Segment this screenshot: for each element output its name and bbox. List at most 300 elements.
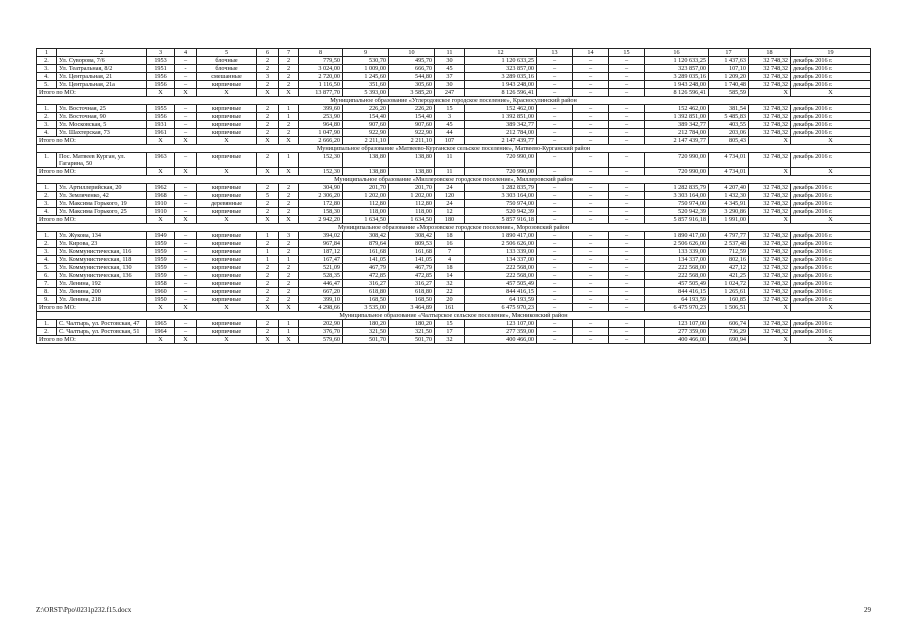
subtotal-cell: 400 466,00 bbox=[465, 336, 537, 344]
table-cell: – bbox=[573, 320, 609, 328]
table-row bbox=[37, 105, 871, 113]
address-cell: Ул. Кирова, 23 bbox=[57, 240, 147, 248]
table-cell: 222 568,00 bbox=[645, 264, 709, 272]
address-cell: Ул. Центральная, 21 bbox=[57, 73, 147, 81]
table-cell: 750 974,00 bbox=[465, 200, 537, 208]
table-cell: 134 337,00 bbox=[645, 256, 709, 264]
table-cell: – bbox=[609, 73, 645, 81]
table-cell: декабрь 2016 г. bbox=[791, 288, 871, 296]
table-cell: – bbox=[537, 328, 573, 336]
table-cell: декабрь 2016 г. bbox=[791, 208, 871, 216]
subtotal-cell: X bbox=[175, 137, 197, 145]
table-row bbox=[37, 65, 871, 73]
subtotal-cell: X bbox=[197, 304, 257, 312]
table-cell: – bbox=[175, 288, 197, 296]
table-cell: 180,20 bbox=[389, 320, 435, 328]
table-cell: 160,85 bbox=[709, 296, 749, 304]
table-cell: 118,00 bbox=[389, 208, 435, 216]
table-cell: – bbox=[573, 256, 609, 264]
table-cell: 2 306,20 bbox=[299, 192, 343, 200]
subtotal-cell: – bbox=[573, 336, 609, 344]
table-cell: 2 bbox=[257, 153, 279, 168]
subtotal-cell: X bbox=[257, 168, 279, 176]
table-cell: 1 740,48 bbox=[709, 81, 749, 89]
table-row bbox=[37, 153, 871, 168]
address-cell: Ул. Восточная, 25 bbox=[57, 105, 147, 113]
table-cell: кирпичные bbox=[197, 232, 257, 240]
table-cell: 2 bbox=[279, 57, 299, 65]
table-cell: 1 392 851,00 bbox=[645, 113, 709, 121]
subtotal-cell: X bbox=[175, 304, 197, 312]
table-cell: 1 bbox=[279, 256, 299, 264]
table-cell: декабрь 2016 г. bbox=[791, 153, 871, 168]
table-cell: 2 bbox=[257, 121, 279, 129]
subtotal-cell: 501,70 bbox=[389, 336, 435, 344]
table-cell: 3. bbox=[37, 248, 57, 256]
table-cell: 1910 bbox=[147, 208, 175, 216]
table-cell: 64 193,59 bbox=[465, 296, 537, 304]
table-cell: – bbox=[537, 121, 573, 129]
subtotal-cell: – bbox=[609, 137, 645, 145]
section-heading-row bbox=[37, 224, 871, 232]
table-cell: 316,27 bbox=[343, 280, 389, 288]
table-cell: 32 748,32 bbox=[749, 81, 791, 89]
table-cell: 1 120 633,25 bbox=[645, 57, 709, 65]
subtotal-label: Итого по МО: bbox=[37, 89, 147, 97]
subtotal-cell: X bbox=[175, 168, 197, 176]
table-cell: 2 bbox=[279, 288, 299, 296]
table-cell: декабрь 2016 г. bbox=[791, 256, 871, 264]
table-cell: 389 342,77 bbox=[645, 121, 709, 129]
table-cell: 667,20 bbox=[299, 288, 343, 296]
table-cell: 2 506 626,00 bbox=[465, 240, 537, 248]
table-cell: 141,05 bbox=[389, 256, 435, 264]
table-cell: 2 bbox=[257, 264, 279, 272]
table-cell: 17 bbox=[435, 328, 465, 336]
subtotal-cell: 107 bbox=[435, 137, 465, 145]
table-cell: кирпичные bbox=[197, 184, 257, 192]
subtotal-cell: 3 464,89 bbox=[389, 304, 435, 312]
table-cell: – bbox=[609, 121, 645, 129]
table-cell: 32 748,32 bbox=[749, 232, 791, 240]
address-cell: Ул. Московская, 5 bbox=[57, 121, 147, 129]
column-number: 14 bbox=[573, 49, 609, 57]
table-cell: 32 748,32 bbox=[749, 256, 791, 264]
table-cell: 1951 bbox=[147, 65, 175, 73]
table-cell: – bbox=[609, 65, 645, 73]
table-cell: 1 392 851,00 bbox=[465, 113, 537, 121]
table-cell: 3 bbox=[279, 232, 299, 240]
table-cell: 3 289 035,16 bbox=[645, 73, 709, 81]
table-cell: 2 bbox=[257, 328, 279, 336]
table-cell: – bbox=[609, 232, 645, 240]
table-cell: 1 bbox=[279, 113, 299, 121]
table-row bbox=[37, 320, 871, 328]
table-cell: – bbox=[573, 153, 609, 168]
subtotal-cell: X bbox=[749, 89, 791, 97]
table-cell: – bbox=[609, 200, 645, 208]
table-cell: 421,25 bbox=[709, 272, 749, 280]
address-cell: С. Чалтырь, ул. Ростовская, 47 bbox=[57, 320, 147, 328]
table-cell: – bbox=[609, 328, 645, 336]
table-cell: 844 416,15 bbox=[465, 288, 537, 296]
table-cell: 2 bbox=[257, 105, 279, 113]
table-cell: декабрь 2016 г. bbox=[791, 200, 871, 208]
table-cell: 750 974,00 bbox=[645, 200, 709, 208]
table-cell: кирпичные bbox=[197, 248, 257, 256]
table-cell: 5. bbox=[37, 81, 57, 89]
subtotal-cell: 8 126 596,41 bbox=[645, 89, 709, 97]
table-cell: – bbox=[537, 320, 573, 328]
subtotal-cell: X bbox=[279, 336, 299, 344]
table-cell: 2 720,00 bbox=[299, 73, 343, 81]
table-cell: – bbox=[175, 296, 197, 304]
subtotal-cell: X bbox=[749, 168, 791, 176]
table-cell: 1956 bbox=[147, 81, 175, 89]
page-number: 29 bbox=[864, 606, 871, 614]
table-cell: 4. bbox=[37, 73, 57, 81]
table-cell: – bbox=[609, 192, 645, 200]
table-cell: 1 bbox=[279, 320, 299, 328]
table-cell: – bbox=[609, 264, 645, 272]
subtotal-cell: – bbox=[609, 89, 645, 97]
table-cell: 18 bbox=[435, 264, 465, 272]
table-cell: 3 bbox=[435, 113, 465, 121]
address-cell: С. Чалтырь, ул. Ростовская, 51 bbox=[57, 328, 147, 336]
table-cell: 123 107,00 bbox=[465, 320, 537, 328]
subtotal-cell: X bbox=[257, 336, 279, 344]
table-cell: 138,80 bbox=[389, 153, 435, 168]
address-cell: Ул. Ленина, 200 bbox=[57, 288, 147, 296]
table-cell: 1 943 248,00 bbox=[465, 81, 537, 89]
table-cell: 472,85 bbox=[389, 272, 435, 280]
table-cell: 32 748,32 bbox=[749, 328, 791, 336]
table-cell: 351,60 bbox=[343, 81, 389, 89]
table-cell: 844 416,15 bbox=[645, 288, 709, 296]
table-cell: – bbox=[573, 296, 609, 304]
subtotal-cell: – bbox=[537, 89, 573, 97]
table-cell: 253,90 bbox=[299, 113, 343, 121]
table-cell: 1 432,30 bbox=[709, 192, 749, 200]
table-cell: – bbox=[573, 240, 609, 248]
table-cell: 18 bbox=[435, 232, 465, 240]
table-cell: кирпичные bbox=[197, 328, 257, 336]
table-cell: 1931 bbox=[147, 121, 175, 129]
subtotal-cell: X bbox=[197, 168, 257, 176]
column-number: 4 bbox=[175, 49, 197, 57]
table-cell: 22 bbox=[435, 288, 465, 296]
column-number: 11 bbox=[435, 49, 465, 57]
subtotal-cell: X bbox=[257, 137, 279, 145]
table-cell: 1963 bbox=[147, 153, 175, 168]
table-cell: декабрь 2016 г. bbox=[791, 272, 871, 280]
address-cell: Ул. Коммунистическая, 118 bbox=[57, 256, 147, 264]
table-cell: – bbox=[175, 184, 197, 192]
table-cell: 922,90 bbox=[343, 129, 389, 137]
table-cell: 212 784,00 bbox=[645, 129, 709, 137]
table-cell: 376,70 bbox=[299, 328, 343, 336]
table-cell: 446,47 bbox=[299, 280, 343, 288]
table-row bbox=[37, 328, 871, 336]
section-heading-row bbox=[37, 176, 871, 184]
subtotal-cell: 4 734,01 bbox=[709, 168, 749, 176]
table-cell: 4 bbox=[435, 256, 465, 264]
table-cell: 394,02 bbox=[299, 232, 343, 240]
address-cell: Ул. Коммунистическая, 116 bbox=[57, 248, 147, 256]
subtotal-cell: X bbox=[257, 304, 279, 312]
table-cell: 32 748,32 bbox=[749, 73, 791, 81]
table-cell: 3 290,86 bbox=[709, 208, 749, 216]
table-cell: кирпичные bbox=[197, 208, 257, 216]
table-cell: 203,06 bbox=[709, 129, 749, 137]
table-cell: 32 748,32 bbox=[749, 200, 791, 208]
subtotal-cell: 6 475 970,23 bbox=[645, 304, 709, 312]
subtotal-row bbox=[37, 216, 871, 224]
table-cell: – bbox=[573, 113, 609, 121]
subtotal-cell: 1 634,50 bbox=[389, 216, 435, 224]
subtotal-cell: X bbox=[197, 336, 257, 344]
subtotal-cell: – bbox=[537, 168, 573, 176]
table-cell: 323 857,00 bbox=[465, 65, 537, 73]
table-cell: декабрь 2016 г. bbox=[791, 113, 871, 121]
table-cell: 736,29 bbox=[709, 328, 749, 336]
subtotal-cell: – bbox=[573, 304, 609, 312]
table-cell: – bbox=[537, 272, 573, 280]
address-cell: Ул. Коммунистическая, 130 bbox=[57, 264, 147, 272]
table-row bbox=[37, 280, 871, 288]
table-cell: 1959 bbox=[147, 264, 175, 272]
subtotal-cell: – bbox=[609, 304, 645, 312]
subtotal-cell: X bbox=[147, 304, 175, 312]
address-cell: Ул. Шахтерская, 73 bbox=[57, 129, 147, 137]
table-cell: 277 359,00 bbox=[645, 328, 709, 336]
table-cell: 399,60 bbox=[299, 105, 343, 113]
table-cell: 1962 bbox=[147, 184, 175, 192]
table-cell: 1949 bbox=[147, 232, 175, 240]
table-cell: – bbox=[175, 121, 197, 129]
table-row bbox=[37, 232, 871, 240]
subtotal-cell: 11 bbox=[435, 168, 465, 176]
table-cell: – bbox=[175, 248, 197, 256]
table-cell: блочные bbox=[197, 57, 257, 65]
table-cell: 1959 bbox=[147, 272, 175, 280]
table-cell: 1953 bbox=[147, 57, 175, 65]
table-cell: – bbox=[537, 208, 573, 216]
table-cell: 1959 bbox=[147, 256, 175, 264]
table-cell: 2. bbox=[37, 328, 57, 336]
subtotal-cell: X bbox=[197, 137, 257, 145]
table-cell: 2 bbox=[257, 113, 279, 121]
column-number: 5 bbox=[197, 49, 257, 57]
table-cell: 666,70 bbox=[389, 65, 435, 73]
column-number: 3 bbox=[147, 49, 175, 57]
table-cell: 1910 bbox=[147, 200, 175, 208]
subtotal-cell: X bbox=[175, 336, 197, 344]
table-cell: 1 245,60 bbox=[343, 73, 389, 81]
table-cell: 4 734,01 bbox=[709, 153, 749, 168]
subtotal-label: Итого по МО: bbox=[37, 168, 147, 176]
table-cell: – bbox=[175, 256, 197, 264]
table-cell: декабрь 2016 г. bbox=[791, 320, 871, 328]
table-cell: 32 748,32 bbox=[749, 121, 791, 129]
address-cell: Ул. Суворова, 7/6 bbox=[57, 57, 147, 65]
table-cell: – bbox=[609, 288, 645, 296]
table-cell: 2 bbox=[257, 288, 279, 296]
table-cell: кирпичные bbox=[197, 280, 257, 288]
table-cell: 720 990,00 bbox=[645, 153, 709, 168]
table-cell: 427,12 bbox=[709, 264, 749, 272]
register-table-page bbox=[36, 48, 870, 344]
section-heading: Муниципальное образование «Углеродовское городское поселение», Красносулинский район bbox=[37, 97, 871, 105]
table-row bbox=[37, 248, 871, 256]
table-cell: – bbox=[175, 57, 197, 65]
table-cell: 2 bbox=[279, 296, 299, 304]
table-cell: 618,80 bbox=[389, 288, 435, 296]
table-cell: 457 505,49 bbox=[465, 280, 537, 288]
table-cell: – bbox=[573, 184, 609, 192]
table-cell: 3 303 164,00 bbox=[465, 192, 537, 200]
table-cell: 712,59 bbox=[709, 248, 749, 256]
table-cell: 2. bbox=[37, 57, 57, 65]
table-cell: – bbox=[175, 320, 197, 328]
table-cell: 32 748,32 bbox=[749, 240, 791, 248]
table-cell: 152 462,00 bbox=[645, 105, 709, 113]
subtotal-cell: X bbox=[147, 336, 175, 344]
table-cell: 5 bbox=[257, 192, 279, 200]
table-cell: 879,64 bbox=[343, 240, 389, 248]
table-cell: 4. bbox=[37, 208, 57, 216]
table-cell: 32 748,32 bbox=[749, 208, 791, 216]
table-cell: 45 bbox=[435, 65, 465, 73]
table-cell: 922,90 bbox=[389, 129, 435, 137]
subtotal-cell: X bbox=[749, 216, 791, 224]
table-cell: 4. bbox=[37, 129, 57, 137]
table-cell: – bbox=[573, 105, 609, 113]
table-cell: – bbox=[175, 153, 197, 168]
table-cell: 907,60 bbox=[389, 121, 435, 129]
table-cell: кирпичные bbox=[197, 129, 257, 137]
table-cell: 1 437,63 bbox=[709, 57, 749, 65]
table-cell: – bbox=[175, 208, 197, 216]
column-number: 17 bbox=[709, 49, 749, 57]
subtotal-cell: X bbox=[257, 216, 279, 224]
table-row bbox=[37, 113, 871, 121]
subtotal-cell: 2 211,10 bbox=[343, 137, 389, 145]
table-row bbox=[37, 73, 871, 81]
register-table bbox=[36, 48, 871, 344]
table-cell: 1 bbox=[279, 328, 299, 336]
table-cell: 226,20 bbox=[389, 105, 435, 113]
subtotal-cell: 5 857 916,18 bbox=[465, 216, 537, 224]
table-cell: 2 bbox=[279, 184, 299, 192]
subtotal-cell: – bbox=[573, 137, 609, 145]
table-cell: 187,12 bbox=[299, 248, 343, 256]
table-cell: 2 bbox=[279, 65, 299, 73]
table-cell: кирпичные bbox=[197, 288, 257, 296]
table-cell: 152,30 bbox=[299, 153, 343, 168]
subtotal-cell: X bbox=[147, 168, 175, 176]
table-cell: 2. bbox=[37, 240, 57, 248]
subtotal-cell: X bbox=[791, 89, 871, 97]
table-cell: 32 748,32 bbox=[749, 129, 791, 137]
table-cell: 1959 bbox=[147, 240, 175, 248]
subtotal-cell: X bbox=[791, 304, 871, 312]
table-cell: 1964 bbox=[147, 328, 175, 336]
table-cell: – bbox=[175, 113, 197, 121]
subtotal-cell: X bbox=[257, 89, 279, 97]
table-cell: 168,50 bbox=[343, 296, 389, 304]
section-heading: Муниципальное образование «Чалтырское сельское поселение», Мясниковский район bbox=[37, 312, 871, 320]
table-cell: 201,70 bbox=[389, 184, 435, 192]
table-cell: 544,80 bbox=[389, 73, 435, 81]
subtotal-cell: 8 126 596,41 bbox=[465, 89, 537, 97]
subtotal-cell: 3 535,00 bbox=[343, 304, 389, 312]
table-cell: 2. bbox=[37, 192, 57, 200]
subtotal-cell: – bbox=[573, 89, 609, 97]
table-cell: кирпичные bbox=[197, 105, 257, 113]
table-cell: 6. bbox=[37, 272, 57, 280]
table-cell: кирпичные bbox=[197, 192, 257, 200]
table-cell: 907,60 bbox=[343, 121, 389, 129]
table-cell: 222 568,00 bbox=[645, 272, 709, 280]
section-heading: Муниципальное образование «Миллеровское городское поселение», Миллеровский район bbox=[37, 176, 871, 184]
subtotal-cell: – bbox=[537, 216, 573, 224]
table-cell: 161,68 bbox=[343, 248, 389, 256]
column-number: 10 bbox=[389, 49, 435, 57]
subtotal-cell: 585,59 bbox=[709, 89, 749, 97]
subtotal-cell: 720 990,00 bbox=[465, 168, 537, 176]
column-number: 2 bbox=[57, 49, 147, 57]
address-cell: Ул. Максима Горького, 25 bbox=[57, 208, 147, 216]
table-cell: 1 282 835,79 bbox=[465, 184, 537, 192]
table-cell: 1 890 417,00 bbox=[465, 232, 537, 240]
table-row bbox=[37, 129, 871, 137]
table-cell: – bbox=[175, 232, 197, 240]
table-cell: 1950 bbox=[147, 296, 175, 304]
subtotal-cell: 805,43 bbox=[709, 137, 749, 145]
table-cell: 2 537,48 bbox=[709, 240, 749, 248]
table-cell: декабрь 2016 г. bbox=[791, 121, 871, 129]
column-number: 19 bbox=[791, 49, 871, 57]
table-cell: 1956 bbox=[147, 73, 175, 81]
table-cell: кирпичные bbox=[197, 264, 257, 272]
subtotal-cell: X bbox=[791, 137, 871, 145]
table-cell: 118,00 bbox=[343, 208, 389, 216]
table-cell: – bbox=[175, 81, 197, 89]
table-row bbox=[37, 81, 871, 89]
address-cell: Ул. Артиллерийская, 20 bbox=[57, 184, 147, 192]
table-cell: 138,80 bbox=[343, 153, 389, 168]
table-cell: 112,80 bbox=[343, 200, 389, 208]
table-cell: – bbox=[537, 113, 573, 121]
table-cell: – bbox=[609, 272, 645, 280]
table-cell: – bbox=[573, 288, 609, 296]
table-cell: декабрь 2016 г. bbox=[791, 73, 871, 81]
table-cell: 520 942,39 bbox=[465, 208, 537, 216]
table-cell: 1961 bbox=[147, 129, 175, 137]
table-cell: 1 047,90 bbox=[299, 129, 343, 137]
table-cell: 521,09 bbox=[299, 264, 343, 272]
table-cell: – bbox=[175, 105, 197, 113]
table-cell: кирпичные bbox=[197, 320, 257, 328]
table-cell: – bbox=[609, 57, 645, 65]
table-cell: 1955 bbox=[147, 105, 175, 113]
subtotal-cell: X bbox=[749, 336, 791, 344]
table-cell: кирпичные bbox=[197, 81, 257, 89]
table-cell: 32 748,32 bbox=[749, 105, 791, 113]
subtotal-cell: 2 211,10 bbox=[389, 137, 435, 145]
table-cell: – bbox=[537, 57, 573, 65]
